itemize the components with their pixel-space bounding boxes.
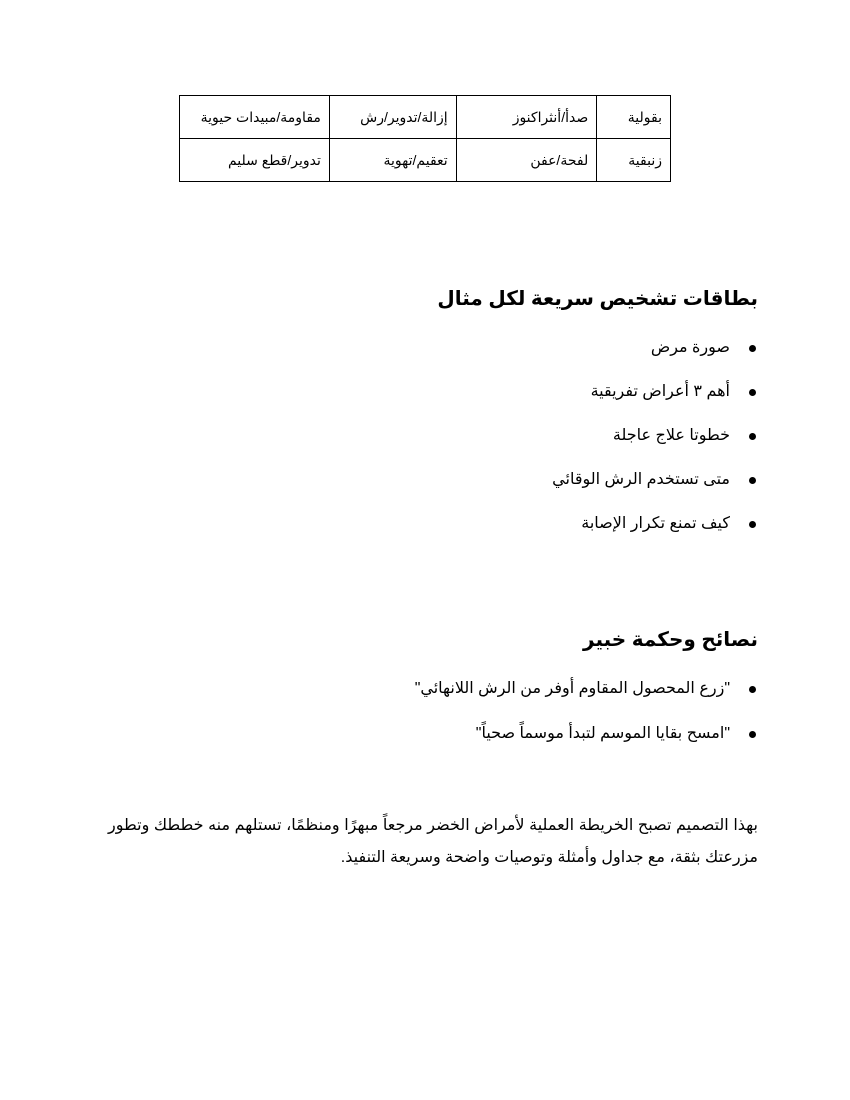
bullet-icon — [749, 345, 756, 352]
bullet-icon — [749, 686, 756, 693]
table-cell: مقاومة/مبيدات حيوية — [180, 96, 330, 139]
table-cell: إزالة/تدوير/رش — [329, 96, 456, 139]
list-item-text: "امسح بقايا الموسم لتبدأ موسماً صحياً" — [475, 725, 730, 742]
bullet-icon — [749, 433, 756, 440]
quick-cards-heading: بطاقات تشخيص سريعة لكل مثال — [437, 288, 758, 310]
list-item-text: أهم ٣ أعراض تفريقية — [590, 383, 730, 400]
list-item-text: متى تستخدم الرش الوقائي — [552, 471, 730, 488]
bullet-icon — [749, 521, 756, 528]
table-cell: تعقيم/تهوية — [329, 139, 456, 182]
bullet-icon — [749, 477, 756, 484]
list-item-text: صورة مرض — [650, 339, 730, 356]
table-cell: تدوير/قطع سليم — [180, 139, 330, 182]
bullet-icon — [749, 731, 756, 738]
list-item — [552, 381, 758, 403]
closing-paragraph: بهذا التصميم تصبح الخريطة العملية لأمراض الخضر مرجعاً مبهرًا ومنظمًا، تستلهم منه خططك وتطور مزرعتك بثقة، مع جداول وأمثلة وتوصيات واضحة وسريعة التنفيذ. — [108, 817, 758, 866]
quick-cards-list — [552, 337, 758, 535]
list-item-text: خطوتا علاج عاجلة — [612, 427, 730, 444]
list-item — [415, 678, 758, 700]
list-item — [552, 513, 758, 535]
list-item — [415, 723, 758, 745]
expert-tips-list — [415, 678, 758, 745]
crop-disease-table — [179, 95, 671, 182]
list-item-text: كيف تمنع تكرار الإصابة — [581, 515, 730, 532]
list-item — [552, 469, 758, 491]
table-cell: زنبقية — [597, 139, 671, 182]
list-item — [552, 337, 758, 359]
table-row — [180, 139, 671, 182]
table-cell: بقولية — [597, 96, 671, 139]
list-item — [552, 425, 758, 447]
table-row — [180, 96, 671, 139]
table-cell: صدأ/أنثراكنوز — [456, 96, 597, 139]
table-cell: لفحة/عفن — [456, 139, 597, 182]
expert-tips-heading: نصائح وحكمة خبير — [583, 629, 758, 651]
list-item-text: "زرع المحصول المقاوم أوفر من الرش اللانهائي" — [414, 680, 730, 697]
bullet-icon — [749, 389, 756, 396]
